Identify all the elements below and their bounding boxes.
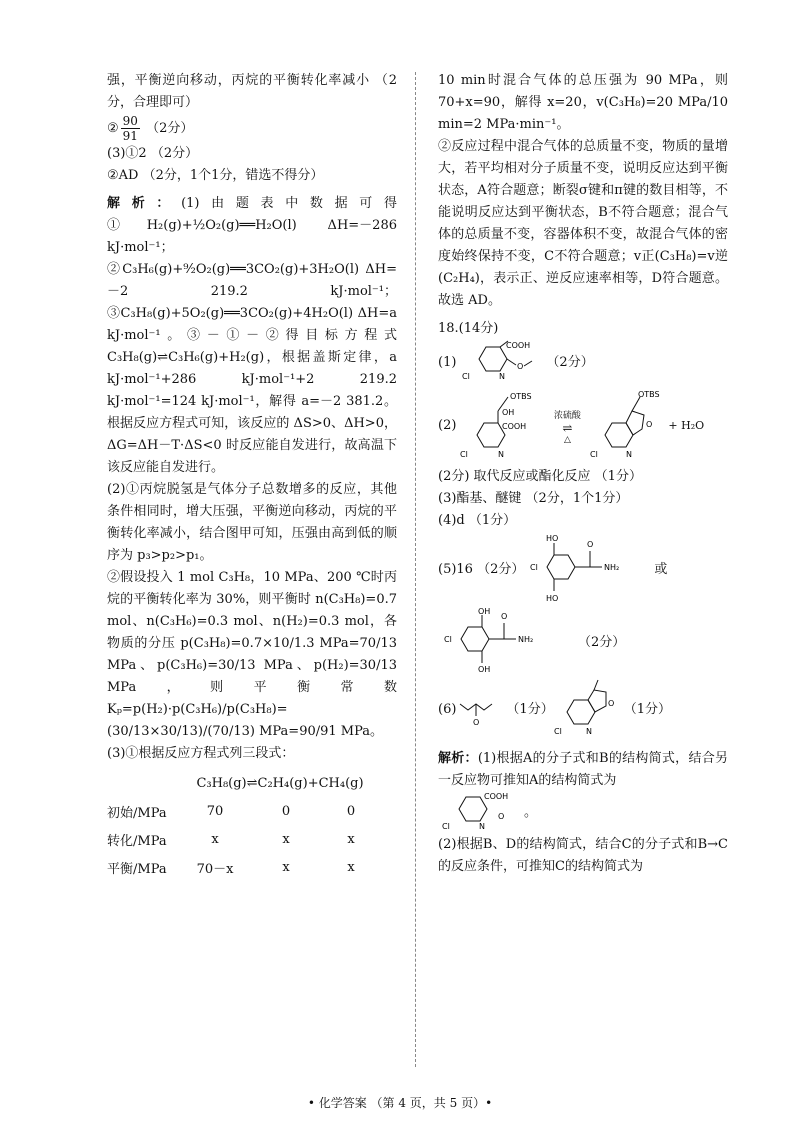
svg-text:HO: HO bbox=[546, 534, 559, 543]
answer-3-2: ②AD （2分，1个1分，错选不得分） bbox=[107, 168, 324, 183]
analysis-3-2: ②反应过程中混合气体的总质量不变，物质的量增大，若平均相对分子质量不变，说明反应达到平衡状态，A符合题意；断裂σ键和π键的数目相等，不能说明反应达到平衡状态，B不符合题意；混合气体的总质量不变，容器体积不变，故混合气体的密度始终保持不变，C不符合题意；v正(C₃H₈)=v逆(C₂H₄)，表示正、逆反应速率相等，D符合题意。故选 AD。 bbox=[438, 139, 728, 308]
table-row: 平衡/MPa 70－x x x bbox=[107, 859, 355, 877]
answer-18-5: (5)16 （2分） HO Cl HO O NH₂ 或 bbox=[438, 532, 728, 608]
table-row: 转化/MPa x x x bbox=[107, 831, 355, 849]
svg-text:OH: OH bbox=[478, 607, 491, 616]
svg-text:COOH: COOH bbox=[502, 422, 527, 431]
svg-text:O: O bbox=[646, 420, 653, 429]
left-column bbox=[107, 70, 397, 881]
three-stage-table bbox=[107, 769, 381, 881]
answer-3-1: (3)①2 （2分） bbox=[107, 146, 199, 161]
answer-18-3: (3)酯基、醚键 （2分，1个1分） bbox=[438, 491, 629, 506]
svg-text:O: O bbox=[473, 718, 480, 727]
structure-c bbox=[588, 385, 668, 467]
structure-lactone bbox=[554, 678, 624, 742]
svg-text:HO: HO bbox=[546, 594, 559, 603]
answer-18-4: (4)d （1分） bbox=[438, 513, 517, 528]
right-column bbox=[438, 70, 728, 878]
answer-18-1: (1) COOH O N Cl （2分） bbox=[438, 340, 728, 386]
analysis-1: 解析：(1)由题表中数据可得①H₂(g)+½O₂(g)══H₂O(l) ΔH=－286 kJ·mol⁻¹；②C₃H₆(g)+⁹⁄₂O₂(g)══3CO₂(g)+3H₂O(l) ΔH=－2 219.2 kJ·mol⁻¹；③C₃H₈(g)+5O₂(g)══3CO₂(g)+4H₂O(l) ΔH=a kJ·mol⁻¹。③－①－②得目标方程式 C₃H₈(g)⇌C₃H₆(g)+H₂(g)，根据盖斯定律，a kJ·mol⁻¹+286 kJ·mol⁻¹+2 219.2 kJ·mol⁻¹=124 kJ·mol⁻¹，解得 a=－2 381.2。根据反应方程式可知，该反应的 ΔS>0、ΔH>0，ΔG=ΔH－T·ΔS<0 时反应能自发进行，故高温下该反应能自发进行。 bbox=[107, 196, 397, 475]
svg-text:Cl: Cl bbox=[590, 450, 599, 459]
analysis-3-1-tail: 10 min时混合气体的总压强为 90 MPa，则 70+x=90，解得 x=20，v(C₃H₈)=20 MPa/10 min=2 MPa·min⁻¹。 bbox=[438, 73, 728, 132]
svg-text:O: O bbox=[587, 540, 594, 549]
svg-text:Cl: Cl bbox=[444, 635, 452, 644]
answer-2-2: ② $\frac{90}{91}$ （2分） bbox=[107, 114, 194, 143]
svg-text:COOH: COOH bbox=[484, 792, 509, 801]
svg-text:Cl: Cl bbox=[462, 372, 471, 381]
analysis-2: (2)①丙烷脱氢是气体分子总数增多的反应，其他条件相同时，增大压强，平衡逆向移动，丙烷的平衡转化率减小，结合图甲可知，压强由高到低的顺序为 p₃>p₂>p₁。 bbox=[107, 482, 397, 563]
svg-text:Cl: Cl bbox=[442, 822, 450, 831]
svg-text:NH₂: NH₂ bbox=[518, 635, 534, 644]
structure-a-small bbox=[438, 791, 524, 835]
svg-text:O: O bbox=[498, 812, 505, 821]
answer-18-5-alt: Cl OH OH O NH₂ （2分） bbox=[438, 608, 728, 678]
svg-text:OTBS: OTBS bbox=[510, 392, 533, 401]
svg-text:N: N bbox=[626, 450, 633, 459]
svg-text:COOH: COOH bbox=[506, 341, 531, 350]
svg-text:N: N bbox=[585, 727, 592, 736]
svg-text:Cl: Cl bbox=[530, 563, 539, 572]
svg-text:N: N bbox=[499, 372, 506, 381]
svg-text:N: N bbox=[498, 450, 505, 459]
svg-text:OH: OH bbox=[478, 665, 491, 674]
reaction-header: C₃H₈(g)⇌C₂H₄(g)+CH₄(g) bbox=[196, 775, 364, 791]
question-18-title: 18.(14分) bbox=[438, 321, 499, 336]
fraction: $\frac{90}{91}$ bbox=[122, 114, 138, 143]
analysis-3: ②假设投入 1 mol C₃H₈，10 MPa、200 ℃时丙烷的平衡转化率为 30%，则平衡时 n(C₃H₈)=0.7 mol、n(C₃H₆)=0.3 mol、n(H₂)=0.3 mol，各物质的分压 p(C₃H₈)=0.7×10/1.3 MPa=70/13 MPa、p(C₃H₆)=30/13 MPa、p(H₂)=30/13 MPa，则平衡常数 Kₚ=p(H₂)·p(C₃H₆)/p(C₃H₈)=(30/13×30/13)/(70/13) MPa=90/91 MPa。 bbox=[107, 570, 397, 739]
page-footer: • 化学答案 （第 4 页，共 5 页）• bbox=[307, 1096, 493, 1110]
analysis-4: (3)①根据反应方程式列三段式： bbox=[107, 746, 295, 761]
reaction-arrow: 浓硫酸 ⇌ △ bbox=[546, 408, 588, 445]
svg-text:O: O bbox=[517, 362, 524, 371]
svg-text:OH: OH bbox=[502, 408, 515, 417]
answer-18-6: (6) O （1分） O N Cl （1分） bbox=[438, 678, 728, 742]
svg-text:O: O bbox=[607, 699, 614, 708]
structure-b bbox=[456, 385, 546, 467]
structure-isomer-1 bbox=[524, 531, 654, 609]
svg-text:O: O bbox=[501, 612, 508, 621]
svg-text:Cl: Cl bbox=[553, 727, 562, 736]
structure-enone bbox=[456, 688, 506, 732]
analysis-18-2: (2)根据B、D的结构简式，结合C的分子式和B→C的反应条件，可推知C的结构简式为 bbox=[438, 837, 728, 874]
equilibrium-arrow-icon: ⇌ bbox=[562, 420, 573, 435]
structure-isomer-2 bbox=[438, 607, 578, 679]
answer-18-2-score: (2分) 取代反应或酯化反应 （1分） bbox=[438, 469, 642, 484]
table-row: 初始/MPa 70 0 0 bbox=[107, 803, 356, 821]
column-divider bbox=[415, 72, 416, 1067]
analysis-18-1-structure: COOH O N Cl 。 bbox=[438, 792, 728, 834]
svg-text:OTBS: OTBS bbox=[638, 390, 661, 399]
svg-text:NH₂: NH₂ bbox=[604, 563, 620, 572]
svg-text:Cl: Cl bbox=[460, 450, 469, 459]
answer-2-1-tail: 强，平衡逆向移动，丙烷的平衡转化率减小 （2分，合理即可） bbox=[107, 73, 397, 110]
svg-text:N: N bbox=[479, 822, 485, 831]
answer-18-2: (2) OTBS OH COOH N Cl 浓硫酸 ⇌ △ OTBS O N Cl + H₂O bbox=[438, 386, 728, 466]
structure-a bbox=[456, 339, 546, 387]
analysis-18-1: 解析：(1)根据A的分子式和B的结构简式，结合另一反应物可推知A的结构简式为 bbox=[438, 751, 728, 788]
